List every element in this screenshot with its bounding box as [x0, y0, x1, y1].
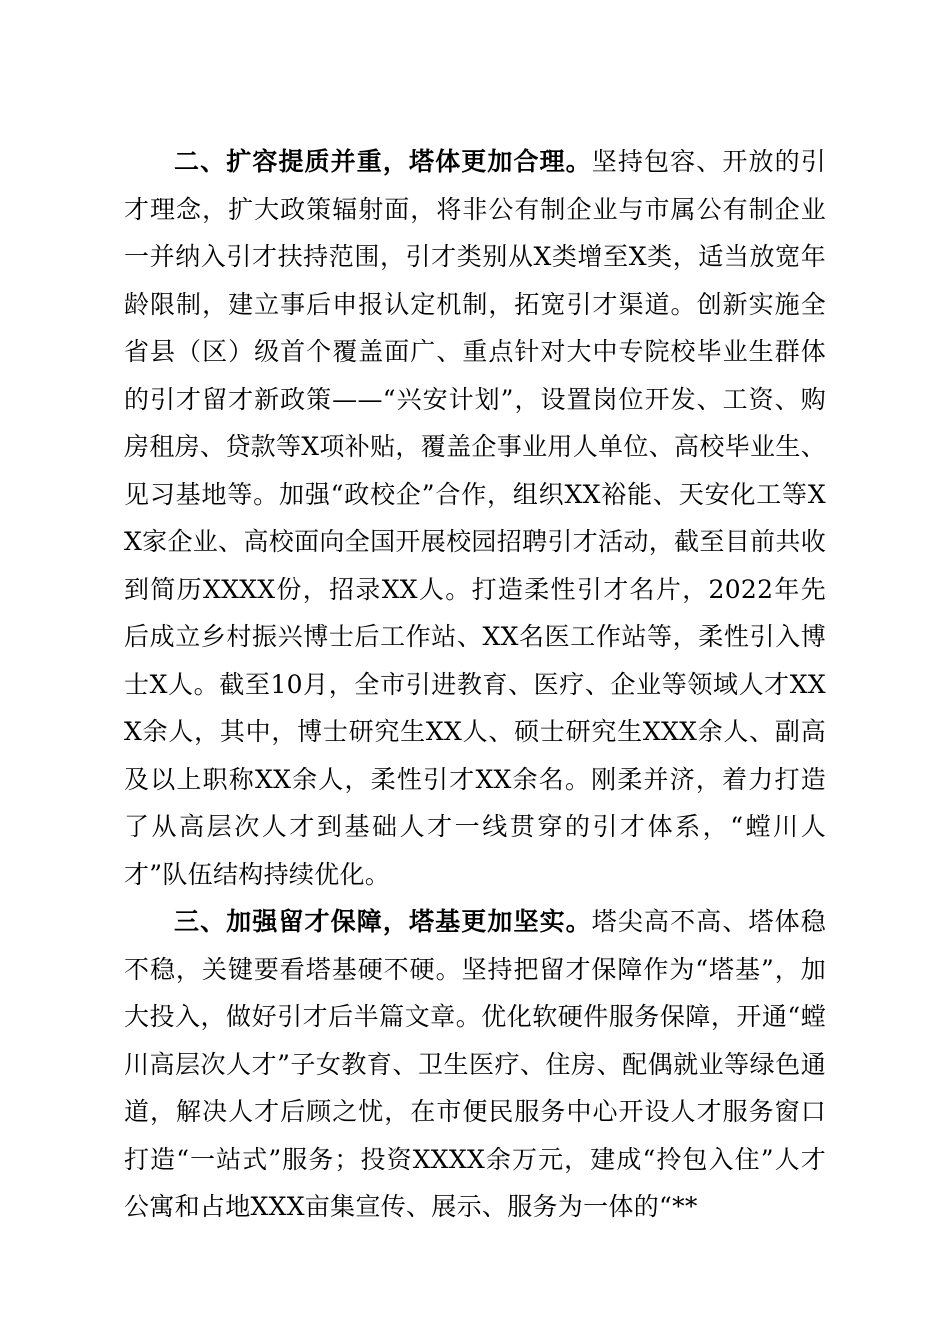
section-2-heading: 二、扩容提质并重，塔体更加合理。 — [174, 147, 592, 176]
paragraph-section-3 — [124, 898, 826, 1231]
section-2-text: 坚持包容、开放的引才理念，扩大政策辐射面，将非公有制企业与市属公有制企业一并纳入引才扶持范围，引才类别从X类增至X类，适当放宽年龄限制，建立事后申报认定机制，拓宽引才渠道。创新实施全省县（区）级首个覆盖面广、重点针对大中专院校毕业生群体的引才留才新政策——“兴安计划”，设置岗位开发、工资、购房租房、贷款等X项补贴，覆盖企事业用人单位、高校毕业生、见习基地等。加强“政校企”合作，组织XX裕能、天安化工等XX家企业、高校面向全国开展校园招聘引才活动，截至目前共收到简历XXXX份，招录XX人。打造柔性引才名片，2022年先后成立乡村振兴博士后工作站、XX名医工作站等，柔性引入博士X人。截至10月，全市引进教育、医疗、企业等领域人才XXX余人，其中，博士研究生XX人、硕士研究生XXX余人、副高及以上职称XX余人，柔性引才XX余名。刚柔并济，着力打造了从高层次人才到基础人才一线贯穿的引才体系，“螳川人才”队伍结构持续优化。 — [124, 147, 826, 889]
section-3-heading: 三、加强留才保障，塔基更加坚实。 — [174, 907, 592, 936]
section-3-text: 塔尖高不高、塔体稳不稳，关键要看塔基硬不硬。坚持把留才保障作为“塔基”，加大投入，做好引才后半篇文章。优化软硬件服务保障，开通“螳川高层次人才”子女教育、卫生医疗、住房、配偶就业等绿色通道，解决人才后顾之忧，在市便民服务中心开设人才服务窗口打造“一站式”服务；投资XXXX余万元，建成“拎包入住”人才公寓和占地XXX亩集宣传、展示、服务为一体的“** — [124, 907, 826, 1221]
paragraph-section-2 — [124, 138, 826, 898]
document-body — [124, 138, 826, 1231]
